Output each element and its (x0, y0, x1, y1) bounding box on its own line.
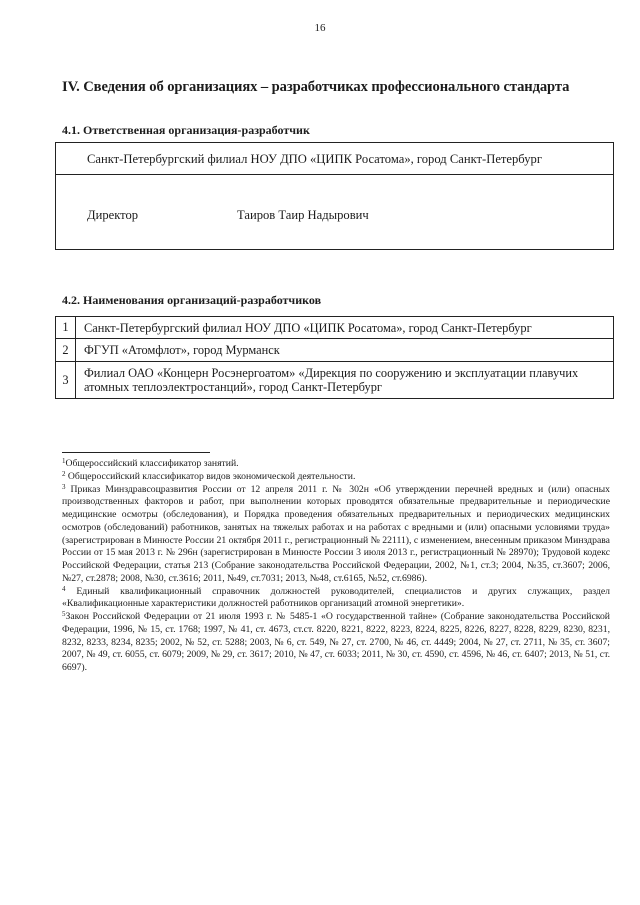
responsible-org-heading: 4.1. Ответственная организация-разработчик (62, 123, 310, 137)
footnote-2 (62, 471, 610, 484)
footnote-1 (62, 458, 610, 471)
page-number: 16 (314, 22, 326, 34)
row-number: 2 (56, 339, 76, 362)
footnote-mark: 5 (62, 610, 66, 618)
org-name-cell: Филиал ОАО «Концерн Росэнергоатом» «Дирекция по сооружению и эксплуатации плавучих атомных теплоэлектростанций», город Санкт-Петербург (76, 362, 614, 399)
footnote-text: Единый квалификационный справочник должностей руководителей, специалистов и других служащих, раздел «Квалификационные характеристики должностей работников организаций атомной энергетики». (62, 585, 610, 610)
footnote-mark: 1 (62, 457, 66, 465)
footnote-3 (62, 484, 610, 586)
table-row (56, 317, 614, 339)
footnote-4 (62, 586, 610, 612)
footnote-separator (62, 452, 210, 453)
box-divider (56, 174, 613, 175)
footnote-text: Закон Российской Федерации от 21 июля 1993 г. № 5485-1 «О государственной тайне» (Собрание законодательства Российской Федерации, 1996, № 15, ст. 1768; 1997, № 41, ст. 4673, ст.ст. 8220, 8221, 8222, 8223, 8224, 8225, 8226, 8227, 8228, 8229, 8230, 8231, 8232, 8233, 8234, 8235; 2002, № 52, ст. 5288; 2003, № 6, ст. 549, № 27, ст. 2700, № 46, ст. 4449; 2004, № 27, ст. 2711, № 35, ст. 3607; 2007, № 49, ст. 6055, ст. 6079; 2009, № 29, ст. 3617; 2010, № 47, ст. 6033; 2011, № 30, ст. 4590, ст. 4596, № 46, ст. 6407; 2013, № 51, ст. 6697). (62, 611, 610, 673)
footnote-text: Общероссийский классификатор занятий. (65, 458, 239, 469)
row-number: 3 (56, 362, 76, 399)
responsible-org-name: Санкт-Петербургский филиал НОУ ДПО «ЦИПК Росатома», город Санкт-Петербург (87, 152, 542, 166)
footnote-mark: 3 (62, 482, 66, 491)
footnote-mark: 2 (62, 469, 66, 478)
footnote-5 (62, 611, 610, 675)
footnote-mark: 4 (62, 584, 66, 593)
row-number: 1 (56, 317, 76, 339)
table-row (56, 339, 614, 362)
footnotes (62, 458, 610, 675)
developer-orgs-table (55, 316, 614, 399)
responsible-org-box (55, 142, 614, 250)
table-row (56, 362, 614, 399)
footnote-text: Приказ Минздравсоцразвития России от 12 апреля 2011 г. № 302н «Об утверждении перечней вредных и (или) опасных производственных факторов и работ, при выполнении которых проводятся обязательные предварительные и периодические медицинские осмотры (обследования), и Порядка проведения обязательных предварительных и периодических медицинских осмотров (обследований) работников, занятых на тяжелых работах и на работах с вредными и (или) опасными условиями труда» (зарегистрирован в Минюсте России 21 октября 2011 г., регистрационный № 22111), с изменением, внесенным приказом Минздрава России от 15 мая 2013 г. № 296н (зарегистрирован в Минюсте России 3 июля 2013 г., регистрационный № 28970); Трудовой кодекс Российской Федерации, статья 213 (Собрание законодательства Российской Федерации, 2002, №1, ст.3; 2004, №35, ст.3607; 2006, №27, ст.2878; 2008, №30, ст.3616; 2011, №49, ст.7031; 2013, №48, ст.6165, №52, ст.6986). (62, 483, 610, 584)
section-heading: IV. Сведения об организациях – разработчиках профессионального стандарта (62, 79, 570, 95)
director-name: Таиров Таир Надырович (237, 208, 369, 222)
footnote-text: Общероссийский классификатор видов экономической деятельности. (65, 470, 356, 482)
org-name-cell: Санкт-Петербургский филиал НОУ ДПО «ЦИПК Росатома», город Санкт-Петербург (76, 317, 614, 339)
director-position: Директор (87, 208, 139, 222)
org-name-cell: ФГУП «Атомфлот», город Мурманск (76, 339, 614, 362)
developer-orgs-heading: 4.2. Наименования организаций-разработчиков (62, 293, 322, 307)
